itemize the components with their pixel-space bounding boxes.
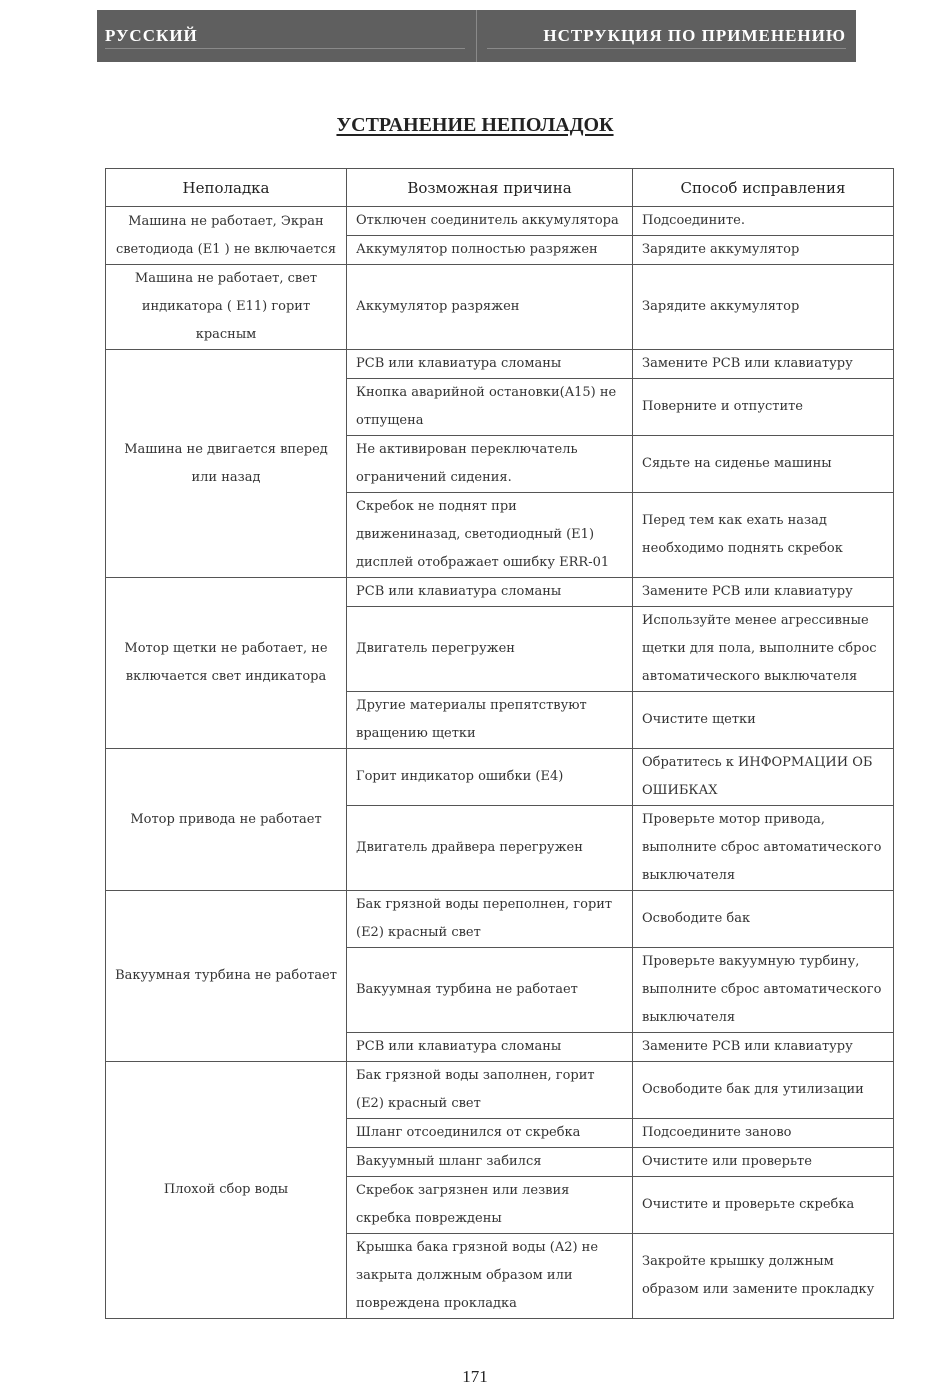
fix-cell: Очистите щетки [633,692,894,749]
page-title-text: УСТРАНЕНИЕ НЕПОЛАДОК [336,114,614,136]
header-bar [97,10,856,62]
cause-cell: Бак грязной воды заполнен, горит (E2) красный свет [347,1062,633,1119]
cause-cell: Отключен соединитель аккумулятора [347,207,633,236]
header-section-title: НСТРУКЦИЯ ПО ПРИМЕНЕНИЮ [487,26,846,49]
table-header-row [106,169,894,207]
fix-cell: Зарядите аккумулятор [633,236,894,265]
cause-cell: Шланг отсоединился от скребка [347,1119,633,1148]
cause-cell: PCB или клавиатура сломаны [347,578,633,607]
table-row [106,350,894,379]
problem-cell: Машина не работает, свет индикатора ( E11) горит красным [106,265,347,350]
cause-cell: PCB или клавиатура сломаны [347,350,633,379]
fix-cell: Освободите бак [633,891,894,948]
table-row [106,891,894,948]
fix-cell: Замените PCB или клавиатуру [633,578,894,607]
fix-cell: Сядьте на сиденье машины [633,436,894,493]
fix-cell: Зарядите аккумулятор [633,265,894,350]
header-language: РУССКИЙ [105,26,465,49]
cause-cell: Крышка бака грязной воды (A2) не закрыта должным образом или повреждена прокладка [347,1234,633,1319]
fix-cell: Закройте крышку должным образом или замените прокладку [633,1234,894,1319]
cause-cell: Скребок загрязнен или лезвия скребка повреждены [347,1177,633,1234]
fix-cell: Перед тем как ехать назад необходимо поднять скребок [633,493,894,578]
page-title [0,114,950,137]
page-number: 171 [462,1367,488,1386]
cause-cell: Двигатель драйвера перегружен [347,806,633,891]
fix-cell: Замените PCB или клавиатуру [633,1033,894,1062]
problem-cell: Мотор привода не работает [106,749,347,891]
cause-cell: Бак грязной воды переполнен, горит (E2) красный свет [347,891,633,948]
cause-cell: PCB или клавиатура сломаны [347,1033,633,1062]
fix-cell: Проверьте вакуумную турбину, выполните сброс автоматического выключателя [633,948,894,1033]
problem-cell: Машина не двигается вперед или назад [106,350,347,578]
fix-cell: Подсоедините заново [633,1119,894,1148]
cause-cell: Горит индикатор ошибки (E4) [347,749,633,806]
cause-cell: Вакуумный шланг забился [347,1148,633,1177]
cause-cell: Другие материалы препятствуют вращению щетки [347,692,633,749]
fix-cell: Очистите и проверьте скребка [633,1177,894,1234]
column-header-problem: Неполадка [106,169,347,207]
cause-cell: Вакуумная турбина не работает [347,948,633,1033]
cause-cell: Кнопка аварийной остановки(A15) не отпущена [347,379,633,436]
table-row [106,578,894,607]
fix-cell: Обратитесь к ИНФОРМАЦИИ ОБ ОШИБКАХ [633,749,894,806]
fix-cell: Используйте менее агрессивные щетки для пола, выполните сброс автоматического выключателя [633,607,894,692]
troubleshooting-table [105,168,894,1319]
column-header-fix: Способ исправления [633,169,894,207]
problem-cell: Плохой сбор воды [106,1062,347,1319]
fix-cell: Проверьте мотор привода, выполните сброс автоматического выключателя [633,806,894,891]
problem-cell: Мотор щетки не работает, не включается свет индикатора [106,578,347,749]
header-divider [476,10,477,62]
column-header-cause: Возможная причина [347,169,633,207]
cause-cell: Аккумулятор полностью разряжен [347,236,633,265]
fix-cell: Замените PCB или клавиатуру [633,350,894,379]
table-row [106,265,894,350]
fix-cell: Освободите бак для утилизации [633,1062,894,1119]
table-row [106,749,894,806]
table-row [106,1062,894,1119]
cause-cell: Скребок не поднят при движениназад, светодиодный (E1) дисплей отображает ошибку ERR-01 [347,493,633,578]
problem-cell: Вакуумная турбина не работает [106,891,347,1062]
cause-cell: Двигатель перегружен [347,607,633,692]
table-row [106,207,894,236]
fix-cell: Поверните и отпустите [633,379,894,436]
problem-cell: Машина не работает, Экран светодиода (E1 ) не включается [106,207,347,265]
fix-cell: Подсоедините. [633,207,894,236]
fix-cell: Очистите или проверьте [633,1148,894,1177]
cause-cell: Не активирован переключатель ограничений сидения. [347,436,633,493]
cause-cell: Аккумулятор разряжен [347,265,633,350]
